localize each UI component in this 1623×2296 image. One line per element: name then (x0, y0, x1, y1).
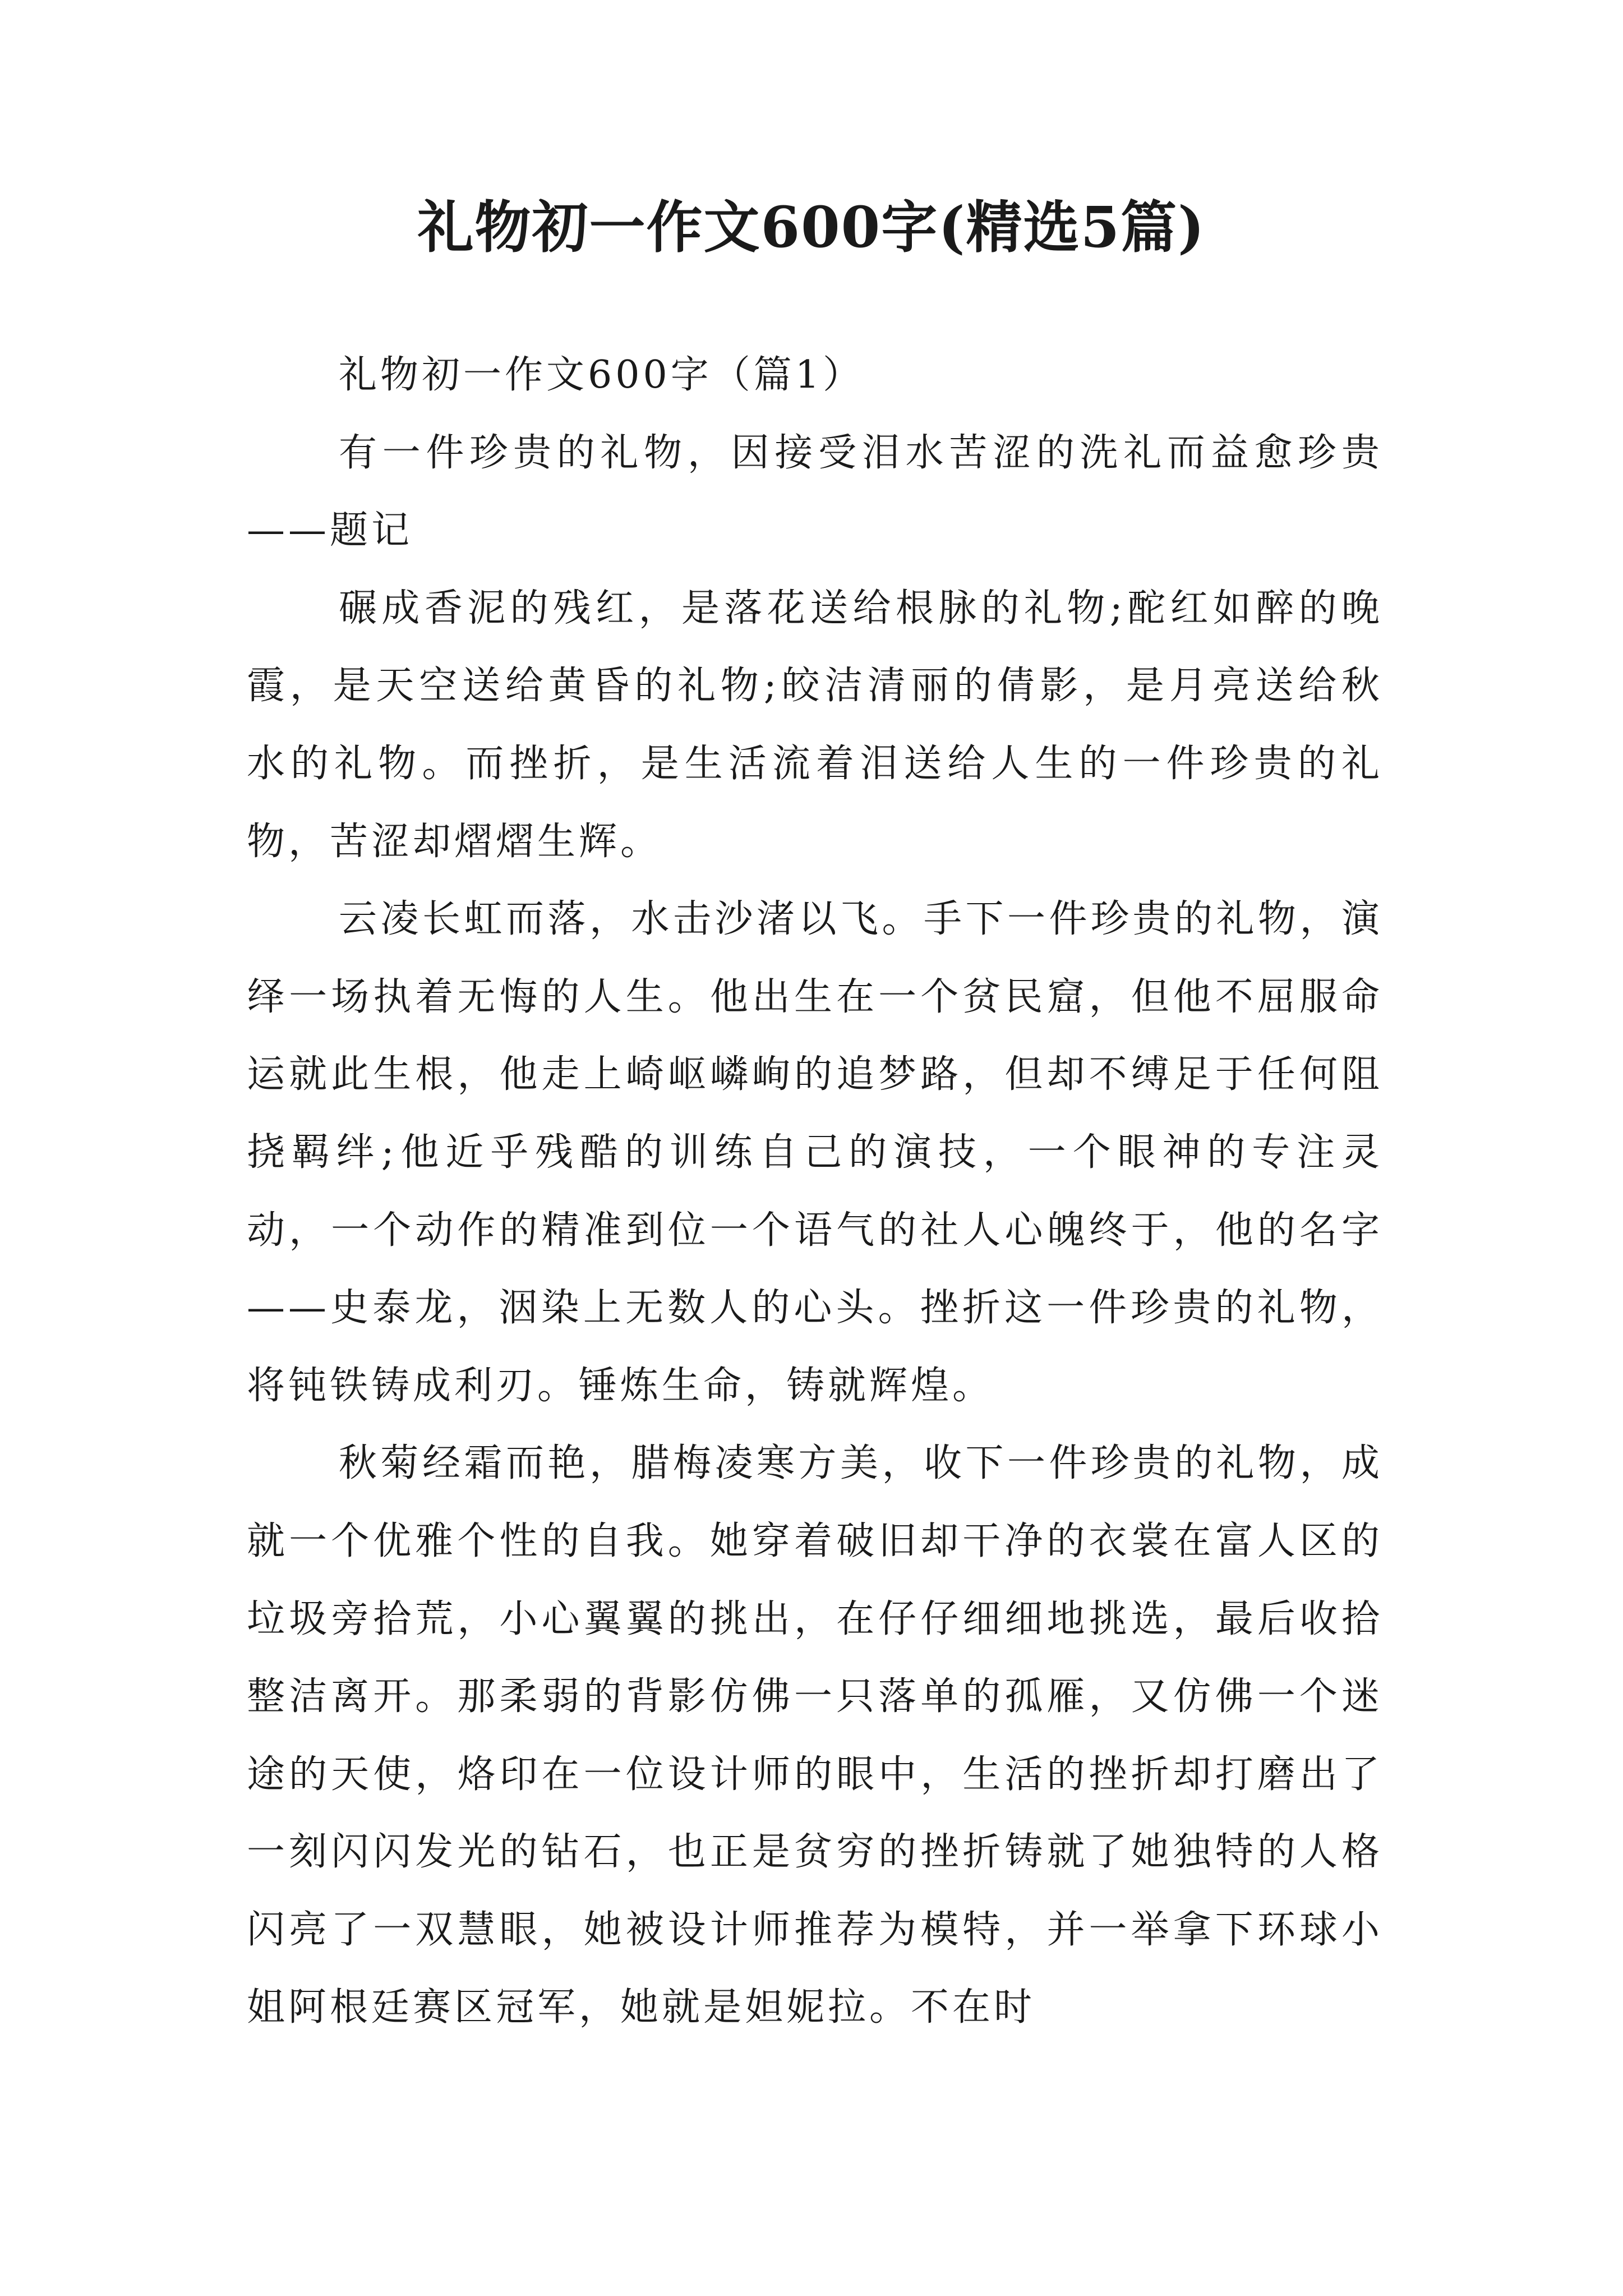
section-heading: 礼物初一作文600字（篇1） (339, 353, 865, 397)
epigraph-paragraph: 有一件珍贵的礼物，因接受泪水苦涩的洗礼而益愈珍贵——题记 (247, 430, 1383, 553)
document-body (247, 337, 1383, 2047)
body-paragraph: 碾成香泥的残红，是落花送给根脉的礼物;酡红如醉的晚霞，是天空送给黄昏的礼物;皎洁清丽的倩影，是月亮送给秋水的礼物。而挫折，是生活流着泪送给人生的一件珍贵的礼物，苦涩却熠熠生辉。 (247, 586, 1383, 864)
body-paragraph: 秋菊经霜而艳，腊梅凌寒方美，收下一件珍贵的礼物，成就一个优雅个性的自我。她穿着破旧却干净的衣裳在富人区的垃圾旁拾荒，小心翼翼的挑出，在仔仔细细地挑选，最后收拾整洁离开。那柔弱的背影仿佛一只落单的孤雁，又仿佛一个迷途的天使，烙印在一位设计师的眼中，生活的挫折却打磨出了一刻闪闪发光的钻石，也正是贫穷的挫折铸就了她独特的人格闪亮了一双慧眼，她被设计师推荐为模特，并一举拿下环球小姐阿根廷赛区冠军，她就是妲妮拉。不在时 (247, 1441, 1383, 2030)
document-title: 礼物初一作文600字(精选5篇) (417, 194, 1206, 260)
body-paragraph: 云凌长虹而落，水击沙渚以飞。手下一件珍贵的礼物，演绎一场执着无悔的人生。他出生在一个贫民窟，但他不屈服命运就此生根，他走上崎岖嶙峋的追梦路，但却不缚足于任何阻挠羁绊;他近乎残酷的训练自己的演技，一个眼神的专注灵动，一个动作的精准到位一个语气的社人心魄终于，他的名字——史泰龙，洇染上无数人的心头。挫折这一件珍贵的礼物，将钝铁铸成利刃。锤炼生命，铸就辉煌。 (247, 897, 1383, 1408)
